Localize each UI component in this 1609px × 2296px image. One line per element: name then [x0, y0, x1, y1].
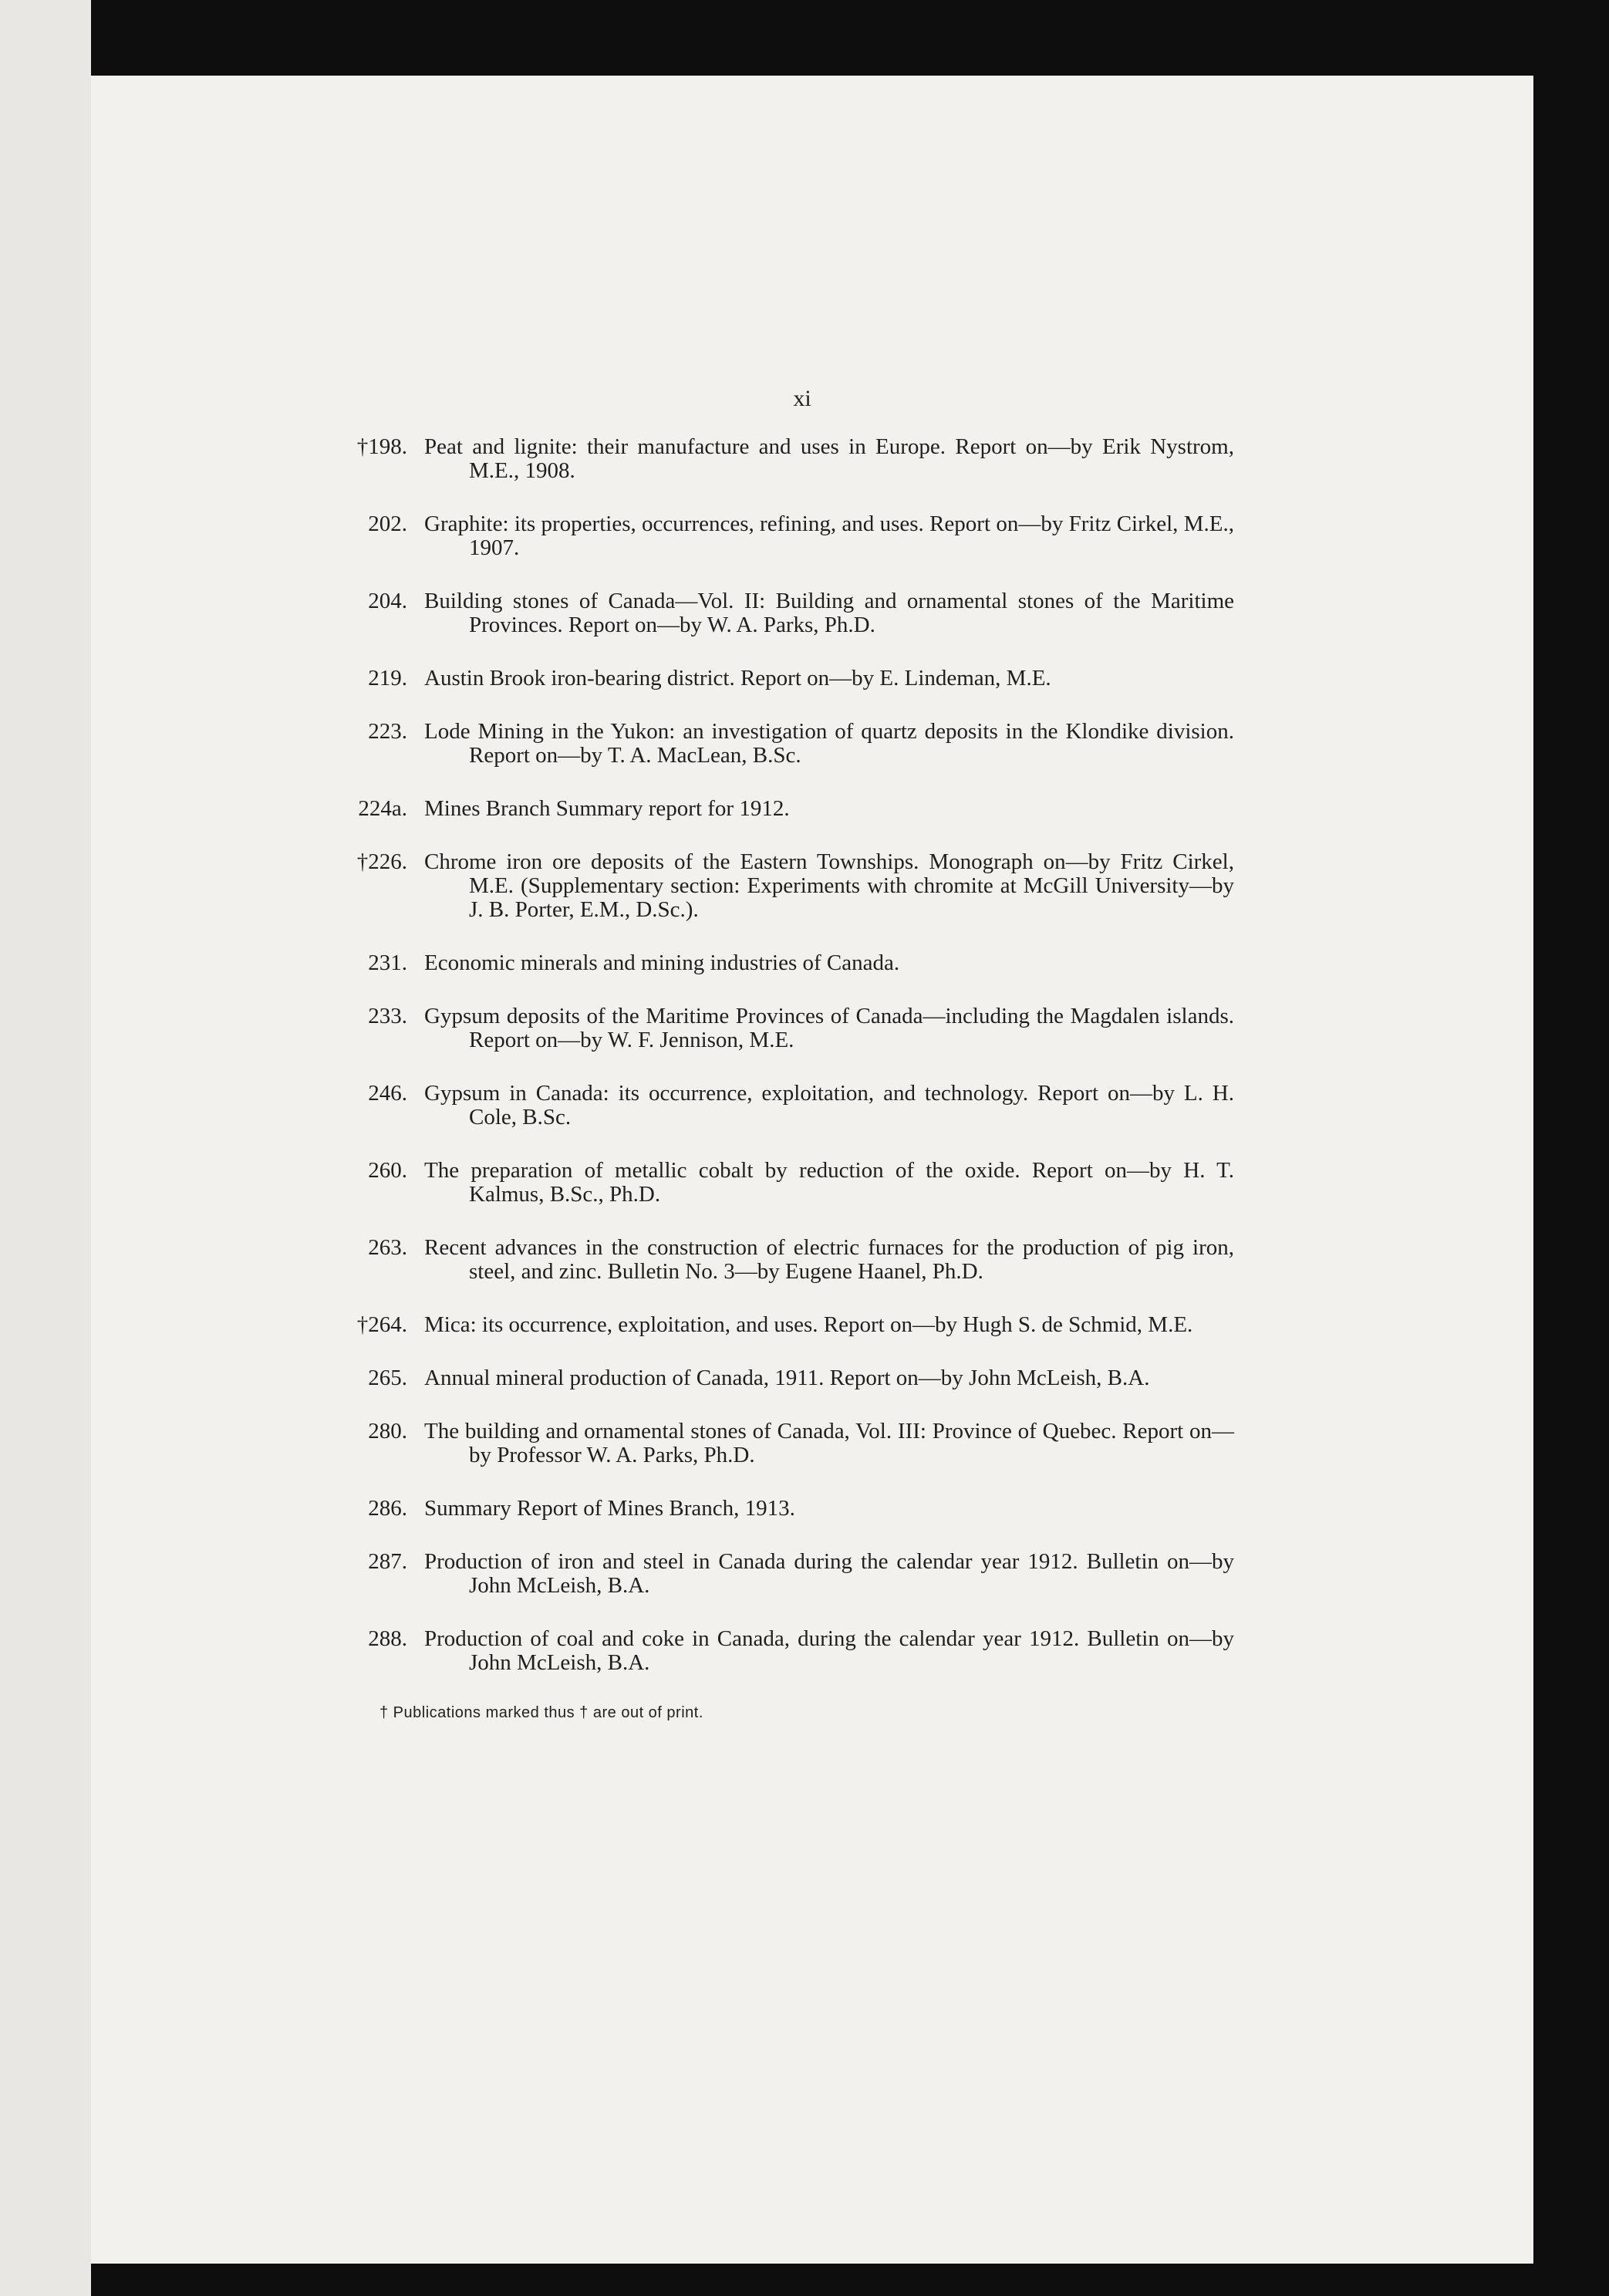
list-item [324, 512, 1234, 560]
entry-number: 233. [368, 1004, 407, 1028]
entry-number: 263. [368, 1235, 407, 1260]
list-item [324, 435, 1234, 483]
entry-number: 219. [368, 666, 407, 690]
list-item [324, 850, 1234, 922]
list-item [324, 1627, 1234, 1675]
list-item [324, 589, 1234, 637]
list-item [324, 1497, 1234, 1521]
list-item [324, 1420, 1234, 1467]
entry-text: Production of iron and steel in Canada during the calendar year 1912. Bulletin on—by John McLeish, B.A. [424, 1549, 1234, 1598]
entry-text: The building and ornamental stones of Canada, Vol. III: Province of Quebec. Report on—by Professor W. A. Parks, Ph.D. [424, 1419, 1234, 1467]
publication-list [324, 386, 1234, 1722]
list-item [324, 797, 1234, 821]
entry-text: Production of coal and coke in Canada, during the calendar year 1912. Bulletin on—by John McLeish, B.A. [424, 1626, 1234, 1675]
list-item [324, 720, 1234, 768]
entry-number: 260. [368, 1158, 407, 1183]
entry-number: 231. [368, 950, 407, 975]
entry-text: Austin Brook iron-bearing district. Report on—by E. Lindeman, M.E. [424, 666, 1051, 690]
entry-text: Economic minerals and mining industries of Canada. [424, 950, 900, 975]
entry-number: 204. [368, 589, 407, 613]
facing-page-edge [0, 0, 91, 2296]
entry-text: Mica: its occurrence, exploitation, and uses. Report on—by Hugh S. de Schmid, M.E. [424, 1312, 1193, 1337]
entry-text: Lode Mining in the Yukon: an investigation of quartz deposits in the Klondike division. Report on—by T. A. MacLean, B.Sc. [424, 719, 1234, 768]
entry-text: Graphite: its properties, occurrences, refining, and uses. Report on—by Fritz Cirkel, M.E., 1907. [424, 512, 1234, 560]
footnote: † Publications marked thus † are out of print. [379, 1704, 703, 1721]
entry-text: Gypsum in Canada: its occurrence, exploitation, and technology. Report on—by L. H. Cole, B.Sc. [424, 1081, 1234, 1129]
entry-number: 286. [368, 1496, 407, 1521]
list-item [324, 1236, 1234, 1284]
entry-text: Gypsum deposits of the Maritime Provinces of Canada—including the Magdalen islands. Report on—by W. F. Jennison, M.E. [424, 1004, 1234, 1052]
entry-text: Mines Branch Summary report for 1912. [424, 796, 790, 821]
entry-number: 288. [368, 1626, 407, 1651]
list-item [324, 1159, 1234, 1207]
entry-text: Annual mineral production of Canada, 1911. Report on—by John McLeish, B.A. [424, 1366, 1150, 1390]
entry-number: †226. [356, 849, 407, 874]
entry-text: Summary Report of Mines Branch, 1913. [424, 1496, 795, 1521]
entry-number: †264. [356, 1312, 407, 1337]
entry-number: 202. [368, 512, 407, 536]
entry-number: 265. [368, 1366, 407, 1390]
list-item [324, 951, 1234, 975]
scan-top-border [0, 0, 1609, 76]
list-item [324, 1366, 1234, 1390]
entry-text: Recent advances in the construction of electric furnaces for the production of pig iron, steel, and zinc. Bulletin No. 3—by Eugene Haanel, Ph.D. [424, 1235, 1234, 1284]
entry-number: 223. [368, 719, 407, 744]
page-number: xi [793, 386, 811, 411]
entry-text: Peat and lignite: their manufacture and uses in Europe. Report on—by Erik Nystrom, M.E., 1908. [424, 434, 1234, 483]
list-item [324, 1313, 1234, 1337]
entry-text: The preparation of metallic cobalt by reduction of the oxide. Report on—by H. T. Kalmus, B.Sc., Ph.D. [424, 1158, 1234, 1207]
entry-number: 224a. [358, 796, 407, 821]
entry-number: 246. [368, 1081, 407, 1106]
list-item [324, 1550, 1234, 1598]
entry-text: Chrome iron ore deposits of the Eastern Townships. Monograph on—by Fritz Cirkel, M.E. (Supplementary section: Experiments with chromite at McGill University—by J. B. Porter, E.M., D.Sc.). [424, 849, 1234, 922]
entry-text: Building stones of Canada—Vol. II: Building and ornamental stones of the Maritime Provinces. Report on—by W. A. Parks, Ph.D. [424, 589, 1234, 637]
list-item [324, 1004, 1234, 1052]
entry-number: 280. [368, 1419, 407, 1443]
entry-number: †198. [356, 434, 407, 459]
list-item [324, 1082, 1234, 1129]
list-item [324, 667, 1234, 690]
entry-number: 287. [368, 1549, 407, 1574]
